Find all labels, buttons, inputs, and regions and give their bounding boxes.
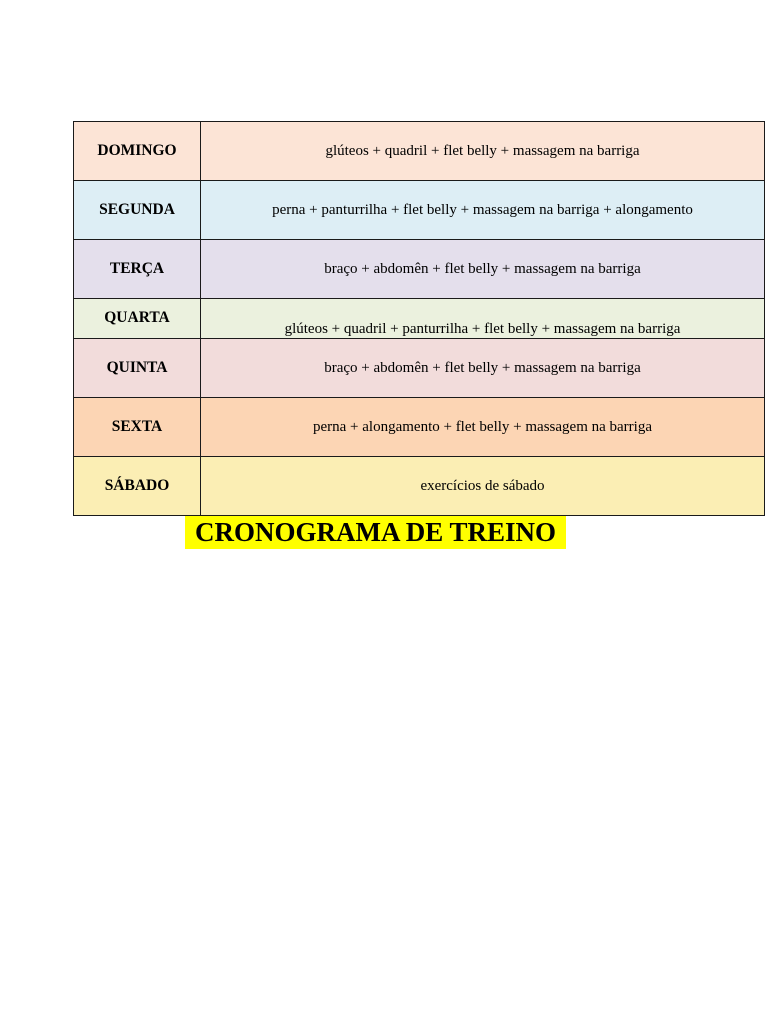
day-cell: QUARTA <box>74 299 201 339</box>
schedule-table <box>73 121 765 516</box>
activities-cell: glúteos + quadril + panturrilha + flet belly + massagem na barriga <box>201 299 765 339</box>
activities-cell: exercícios de sábado <box>201 457 765 516</box>
day-cell: DOMINGO <box>74 122 201 181</box>
day-cell: TERÇA <box>74 240 201 299</box>
activities-cell: perna + alongamento + flet belly + massagem na barriga <box>201 398 765 457</box>
day-cell: SEXTA <box>74 398 201 457</box>
schedule-row-sexta <box>74 398 765 457</box>
day-cell: QUINTA <box>74 339 201 398</box>
activities-cell: glúteos + quadril + flet belly + massagem na barriga <box>201 122 765 181</box>
schedule-row-terca <box>74 240 765 299</box>
activities-cell: braço + abdomên + flet belly + massagem na barriga <box>201 339 765 398</box>
schedule-row-segunda <box>74 181 765 240</box>
schedule-row-quarta <box>74 299 765 339</box>
activities-cell: perna + panturrilha + flet belly + massagem na barriga + alongamento <box>201 181 765 240</box>
activities-cell: braço + abdomên + flet belly + massagem na barriga <box>201 240 765 299</box>
schedule-row-quinta <box>74 339 765 398</box>
day-cell: SÁBADO <box>74 457 201 516</box>
page-title: CRONOGRAMA DE TREINO <box>185 516 566 549</box>
schedule-row-sabado <box>74 457 765 516</box>
day-cell: SEGUNDA <box>74 181 201 240</box>
schedule-row-domingo <box>74 122 765 181</box>
